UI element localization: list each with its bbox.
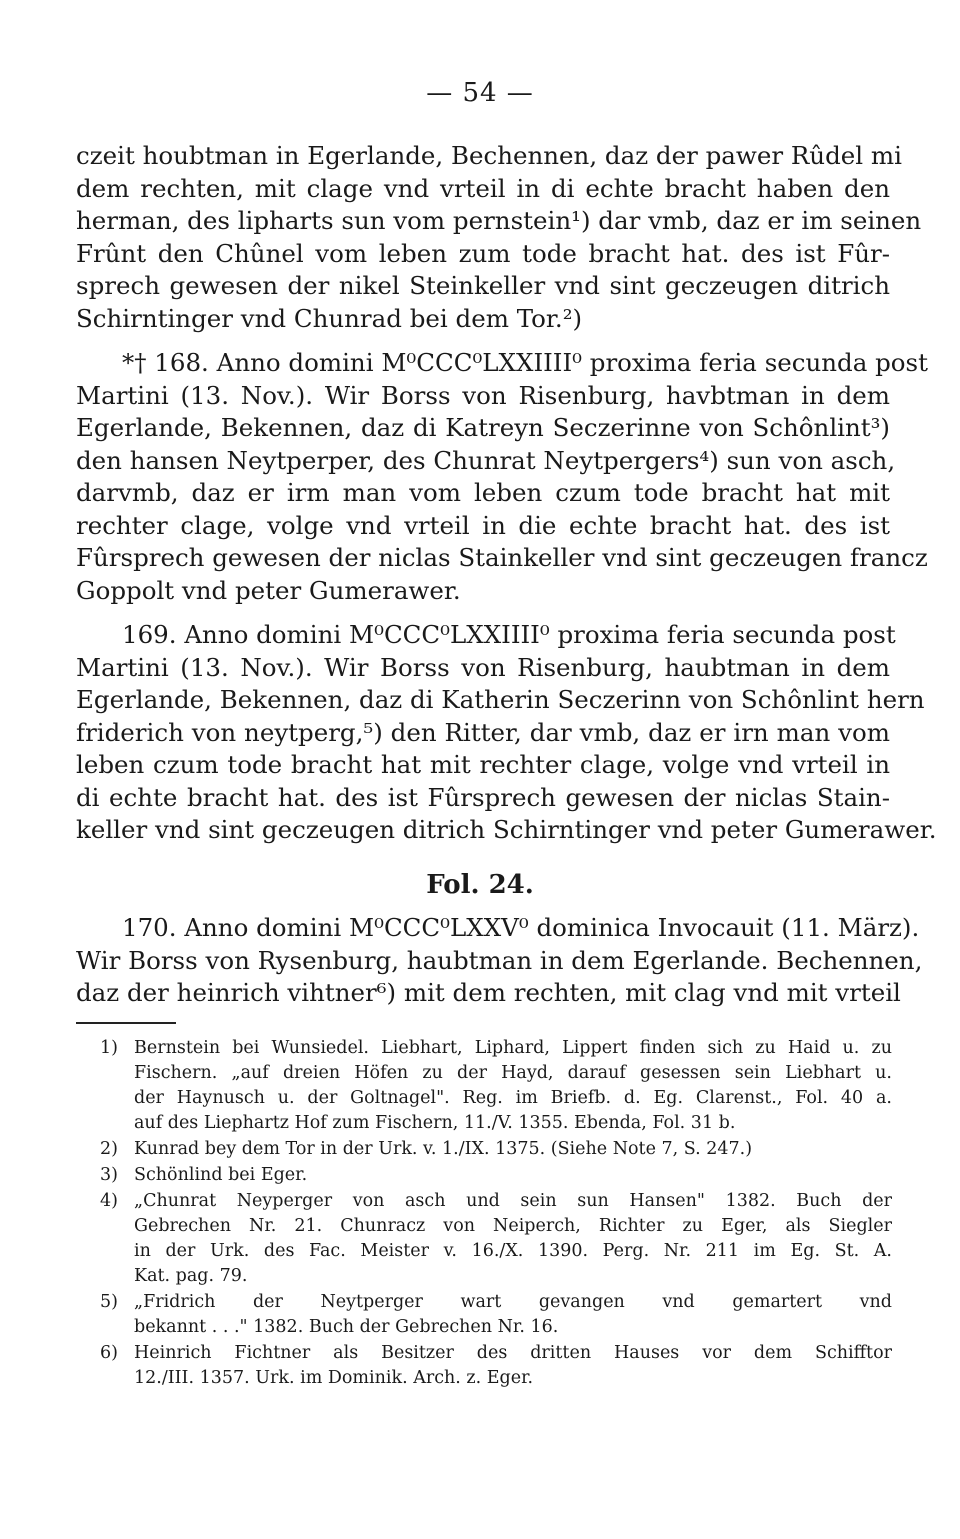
footnote-line: 12./III. 1357. Urk. im Dominik. Arch. z. Eger. (134, 1368, 534, 1388)
footnote-line: Bernstein bei Wunsiedel. Liebhart, Liphard, Lippert finden sich zu Haid u. zu (134, 1038, 892, 1058)
text-line: 169. Anno domini M⁰CCC⁰LXXIIII⁰ proxima feria secunda post (122, 620, 896, 649)
footnote-line: Kunrad bey dem Tor in der Urk. v. 1./IX. 1375. (Siehe Note 7, S. 247.) (134, 1139, 753, 1159)
footnote-line: auf des Liephartz Hof zum Fischern, 11./V. 1355. Ebenda, Fol. 31 b. (134, 1113, 736, 1133)
footnote-4 (100, 1189, 892, 1289)
footnote-2 (100, 1137, 892, 1162)
footnote-number: 5) (100, 1292, 118, 1312)
footnote-line: Schönlind bei Eger. (134, 1165, 308, 1185)
footnote-number: 2) (100, 1139, 118, 1159)
footnote-6 (100, 1341, 892, 1391)
text-line: Martini (13. Nov.). Wir Borss von Risenburg, havbtman in dem (76, 380, 890, 410)
entry-167 (76, 140, 922, 335)
text-line: sprech gewesen der nikel Steinkeller vnd sint geczeugen ditrich (76, 271, 890, 300)
folio-heading: Fol. 24. (426, 870, 534, 900)
footnote-line: bekannt . . ." 1382. Buch der Gebrechen Nr. 16. (134, 1317, 559, 1337)
main-text (76, 140, 937, 859)
text-line: Fûrsprech gewesen der niclas Stainkeller vnd sint geczeugen francz (76, 543, 928, 572)
text-line: Wir Borss von Rysenburg, haubtman in dem Egerlande. Bechennen, (76, 945, 923, 975)
text-line: Frûnt den Chûnel vom leben zum tode bracht hat. des ist Fûr- (76, 238, 890, 268)
text-line: Egerlande, Bekennen, daz di Katreyn Seczerinne von Schônlint³) (76, 413, 890, 442)
entry-170 (76, 912, 923, 1010)
entry-169 (76, 619, 937, 847)
text-line: herman, des lipharts sun vom pernstein¹) dar vmb, daz er im seinen (76, 206, 922, 235)
text-line: rechter clage, volge vnd vrteil in die echte bracht hat. des ist (76, 510, 890, 540)
footnote-line: in der Urk. des Fac. Meister v. 16./X. 1390. Perg. Nr. 211 im Eg. St. A. (134, 1241, 892, 1261)
text-line: friderich von neytperg,⁵) den Ritter, dar vmb, daz er irn man vom (76, 717, 890, 747)
footnote-line: Kat. pag. 79. (134, 1266, 248, 1286)
text-line: di echte bracht hat. des ist Fûrsprech gewesen der niclas Stain- (76, 782, 890, 812)
text-line: Goppolt vnd peter Gumerawer. (76, 575, 461, 605)
footnote-line: „Fridrich der Neytperger wart gevangen vnd gemartert vnd (134, 1292, 892, 1312)
text-line: czeit houbtman in Egerlande, Bechennen, daz der pawer Rûdel mi (76, 141, 902, 170)
entry-168 (76, 347, 928, 607)
footnote-number: 4) (100, 1191, 118, 1211)
text-line: Schirntinger vnd Chunrad bei dem Tor.²) (76, 303, 583, 333)
text-line: den hansen Neytperper, des Chunrat Neytpergers⁴) sun von asch, (76, 445, 896, 475)
text-line: Martini (13. Nov.). Wir Borss von Risenburg, haubtman in dem (76, 652, 890, 682)
text-line: darvmb, daz er irm man vom leben czum tode bracht hat mit (76, 478, 890, 507)
footnote-line: Heinrich Fichtner als Besitzer des dritten Hauses vor dem Schifftor (134, 1343, 892, 1363)
page-number: — 54 — (426, 78, 534, 108)
text-line: dem rechten, mit clage vnd vrteil in di echte bracht haben den (76, 173, 890, 203)
text-line: daz der heinrich vihtner⁶) mit dem rechten, mit clag vnd mit vrteil (76, 978, 901, 1007)
text-line: 170. Anno domini M⁰CCC⁰LXXV⁰ dominica Invocauit (11. März). (122, 913, 920, 942)
footnote-divider (76, 1022, 176, 1024)
text-line: leben czum tode bracht hat mit rechter clage, volge vnd vrteil in (76, 750, 890, 779)
footnote-line: Fischern. „auf dreien Höfen zu der Hayd, darauf gesessen sein Liebhart u. (134, 1063, 892, 1083)
text-line: Egerlande, Bekennen, daz di Katherin Seczerinn von Schônlint hern (76, 685, 925, 714)
footnotes (100, 1036, 892, 1392)
footnote-number: 3) (100, 1165, 118, 1185)
footnote-3 (100, 1163, 892, 1188)
footnote-number: 1) (100, 1038, 118, 1058)
footnote-line: der Haynusch u. der Goltnagel". Reg. im Briefb. d. Eg. Clarenst., Fol. 40 a. (134, 1088, 892, 1108)
text-line: *† 168. Anno domini M⁰CCC⁰LXXIIII⁰ proxima feria secunda post (122, 348, 928, 377)
footnote-5 (100, 1290, 892, 1340)
footnote-number: 6) (100, 1343, 118, 1363)
footnote-1 (100, 1036, 892, 1136)
text-line: keller vnd sint geczeugen ditrich Schirntinger vnd peter Gumerawer. (76, 815, 937, 844)
footnote-line: „Chunrat Neyperger von asch und sein sun Hansen" 1382. Buch der (134, 1191, 892, 1211)
footnote-line: Gebrechen Nr. 21. Chunracz von Neiperch, Richter zu Eger, als Siegler (134, 1216, 892, 1236)
